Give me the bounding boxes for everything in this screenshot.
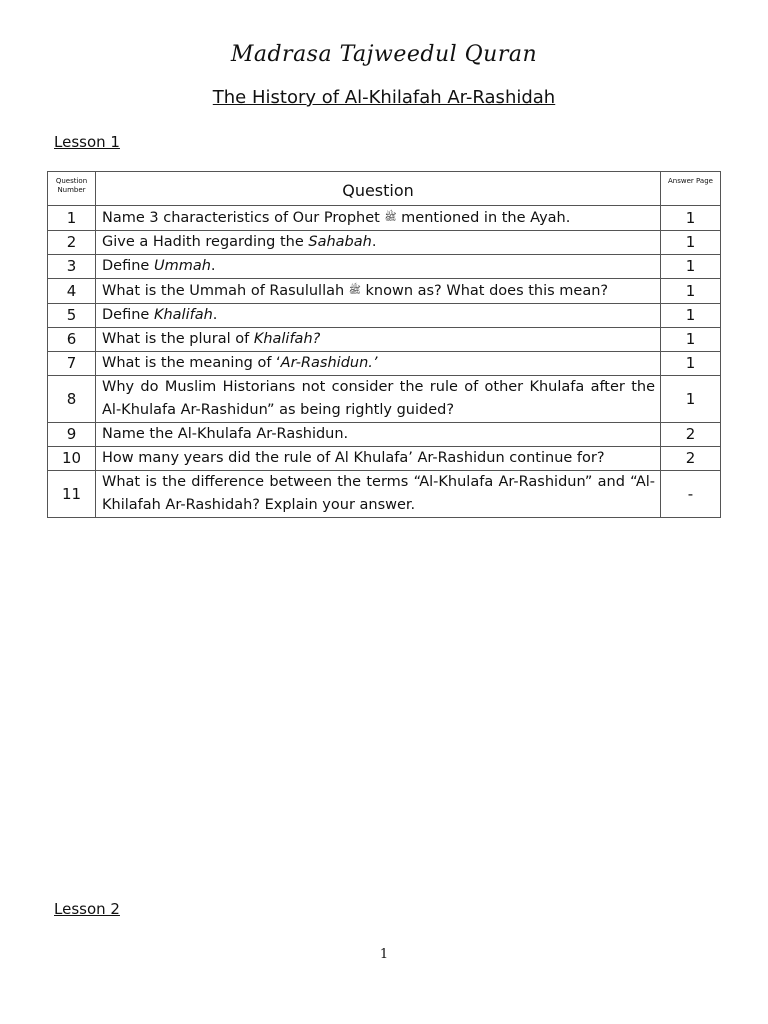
question-text: Name the Al-Khulafa Ar-Rashidun. — [96, 423, 661, 447]
question-text-part: What is the Ummah of Rasulullah — [102, 283, 345, 299]
question-italic-term: Ummah — [153, 258, 211, 274]
question-text-part: What is the plural of — [102, 331, 250, 347]
question-text — [96, 304, 661, 328]
question-text — [96, 328, 661, 352]
question-number: 10 — [48, 447, 96, 471]
question-text-part: Define — [102, 307, 150, 323]
header-answer-page: Answer Page — [661, 172, 721, 206]
question-text-part: mentioned in the Ayah. — [401, 210, 571, 226]
table-row — [48, 328, 721, 352]
question-italic-term: Sahabah — [308, 234, 372, 250]
question-number: 6 — [48, 328, 96, 352]
table-row — [48, 304, 721, 328]
question-number: 2 — [48, 231, 96, 255]
answer-page: 2 — [661, 447, 721, 471]
question-text: Why do Muslim Historians not consider the rule of other Khulafa after the Al-Khulafa Ar-Rashidun” as being rightly guided? — [96, 376, 661, 423]
question-text-part: known as? What does this mean? — [365, 283, 609, 299]
answer-page: 1 — [661, 279, 721, 304]
answer-page: - — [661, 471, 721, 518]
question-italic-term: Khalifah? — [253, 331, 321, 347]
question-text: How many years did the rule of Al Khulafa’ Ar-Rashidun continue for? — [96, 447, 661, 471]
answer-page: 2 — [661, 423, 721, 447]
question-number: 11 — [48, 471, 96, 518]
school-name: Madrasa Tajweedul Quran — [230, 42, 538, 67]
pbuh-icon: ﷺ — [348, 285, 361, 296]
table-row — [48, 279, 721, 304]
question-number: 8 — [48, 376, 96, 423]
question-italic-term: Ar-Rashidun.’ — [280, 355, 378, 371]
question-text-part: . — [210, 258, 216, 274]
question-text — [96, 352, 661, 376]
question-text-part: What is the meaning of ‘ — [102, 355, 281, 371]
question-number: 4 — [48, 279, 96, 304]
table-row — [48, 255, 721, 279]
question-italic-term: Khalifah — [153, 307, 213, 323]
table-row — [48, 231, 721, 255]
answer-page: 1 — [661, 304, 721, 328]
question-text-part: . — [212, 307, 218, 323]
document-title: The History of Al-Khilafah Ar-Rashidah — [212, 87, 556, 108]
question-number: 5 — [48, 304, 96, 328]
table-row — [48, 206, 721, 231]
answer-page: 1 — [661, 352, 721, 376]
question-text — [96, 255, 661, 279]
table-row — [48, 376, 721, 423]
question-text-part: Define — [102, 258, 150, 274]
answer-page: 1 — [661, 376, 721, 423]
table-row — [48, 447, 721, 471]
question-text-part: Give a Hadith regarding the — [102, 234, 304, 250]
question-text — [96, 279, 661, 304]
table-row — [48, 423, 721, 447]
question-text — [96, 206, 661, 231]
answer-page: 1 — [661, 255, 721, 279]
question-text: What is the difference between the terms “Al-Khulafa Ar-Rashidun” and “Al-Khilafah Ar-Rashidah? Explain your answer. — [96, 471, 661, 518]
pbuh-icon: ﷺ — [384, 212, 397, 223]
header-question: Question — [96, 172, 661, 206]
question-number: 9 — [48, 423, 96, 447]
lesson-2-heading: Lesson 2 — [54, 900, 120, 918]
lesson-1-heading: Lesson 1 — [54, 133, 120, 151]
question-number: 7 — [48, 352, 96, 376]
question-text-part: Name 3 characteristics of Our Prophet — [102, 210, 380, 226]
answer-page: 1 — [661, 328, 721, 352]
question-number: 1 — [48, 206, 96, 231]
answer-page: 1 — [661, 206, 721, 231]
question-text-part: . — [371, 234, 377, 250]
answer-page: 1 — [661, 231, 721, 255]
table-header-row — [48, 172, 721, 206]
question-number: 3 — [48, 255, 96, 279]
question-text — [96, 231, 661, 255]
header-question-number: Question Number — [48, 172, 96, 206]
question-table — [47, 171, 721, 518]
table-row — [48, 471, 721, 518]
page-number: 1 — [379, 947, 389, 962]
table-row — [48, 352, 721, 376]
